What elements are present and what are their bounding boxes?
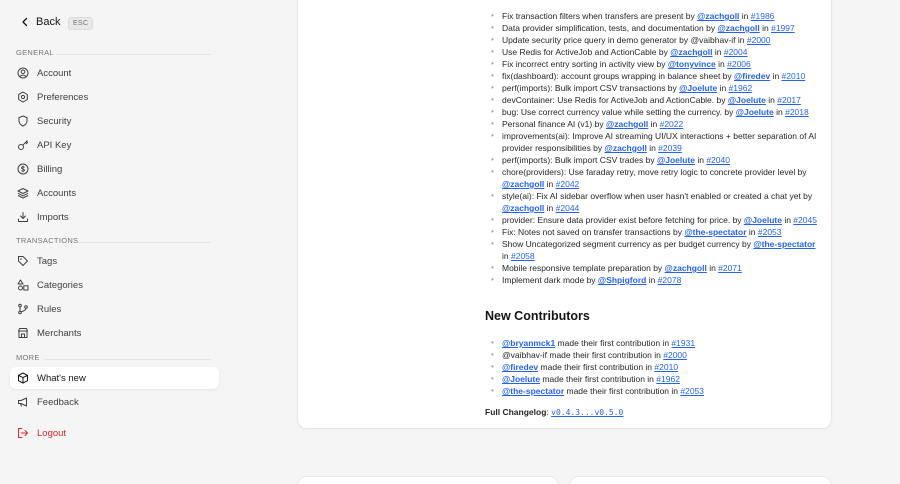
author-link[interactable]: @zachgoll: [605, 119, 649, 129]
nav-item-logout[interactable]: [10, 422, 219, 444]
contributor-item: [490, 385, 820, 397]
author-link[interactable]: @Joelute: [743, 215, 782, 225]
section-label-transactions: TRANSACTIONS: [16, 236, 79, 245]
change-text: chore(providers): Use faraday retry, move retry logic to concrete provider level by: [502, 167, 807, 177]
author-link[interactable]: @zachgoll: [717, 23, 760, 33]
nav-item-label: Logout: [37, 427, 67, 439]
bottom-card-left: [297, 476, 559, 484]
pull-request-link[interactable]: #2000: [746, 35, 771, 45]
change-item: [490, 94, 820, 106]
change-item: [490, 10, 820, 22]
author-link[interactable]: @tonyvince: [667, 59, 716, 69]
nav-item-api-key[interactable]: [10, 134, 219, 156]
change-connector: in: [706, 263, 719, 273]
pull-request-link[interactable]: #2040: [706, 155, 730, 165]
change-item: [490, 118, 820, 130]
pull-request-link[interactable]: #2039: [658, 143, 682, 153]
nav-item-imports[interactable]: [10, 206, 219, 228]
section-divider: [78, 242, 211, 243]
change-text: bug: Use correct currency value while setting the currency. by: [502, 107, 736, 117]
nav-item-label: API Key: [37, 139, 72, 151]
change-item: [490, 166, 820, 190]
change-connector: in: [746, 227, 758, 237]
pull-request-link[interactable]: #1986: [750, 11, 775, 21]
change-item: [490, 214, 820, 226]
author-link[interactable]: @zachgoll: [670, 47, 713, 57]
change-connector: in: [759, 23, 772, 33]
pull-request-link[interactable]: #2042: [555, 179, 580, 189]
change-text: Use Redis for ActiveJob and ActionCable by: [502, 47, 671, 57]
box-icon: [17, 372, 29, 384]
change-item: [490, 130, 820, 154]
author-link[interactable]: @Joelute: [656, 155, 695, 165]
pull-request-link[interactable]: #2018: [785, 107, 809, 117]
change-connector: in: [544, 179, 556, 189]
tag-icon: [17, 255, 29, 267]
changes-list: [490, 10, 820, 286]
change-connector: in: [544, 203, 556, 213]
git-branch-icon: [17, 303, 29, 315]
nav-item-security[interactable]: [10, 110, 219, 132]
pull-request-link[interactable]: #2071: [718, 263, 742, 273]
layers-icon: [17, 187, 29, 199]
contributor-link[interactable]: @firedev: [502, 362, 539, 372]
user-circle-icon: [17, 67, 29, 79]
author-link[interactable]: @firedev: [734, 71, 771, 81]
chevron-left-icon: [20, 17, 30, 27]
change-item: [490, 238, 820, 262]
contributor-link[interactable]: @the-spectator: [502, 386, 565, 396]
contributor-text: made their first contribution in: [538, 362, 655, 372]
change-text: Update security price query in demo generator by @vaibhav-if in: [502, 35, 747, 45]
full-changelog: [485, 407, 623, 417]
nav-item-label: Billing: [37, 163, 63, 175]
change-text: improvements(ai): Improve AI streaming UI/UX interactions + better separation of AI provider responsibilities by: [502, 131, 817, 153]
change-text: Fix incorrect entry sorting in activity view by: [502, 59, 668, 69]
change-text: Fix: Notes not saved on transfer transactions by: [502, 227, 685, 237]
pull-request-link[interactable]: #2053: [680, 386, 705, 396]
pull-request-link[interactable]: #2006: [727, 59, 751, 69]
nav-item-label: What's new: [37, 372, 86, 384]
change-connector: in: [739, 11, 751, 21]
contributor-link[interactable]: @Joelute: [502, 374, 541, 384]
pull-request-link[interactable]: #2058: [510, 251, 535, 261]
change-connector: in: [715, 59, 728, 69]
author-link[interactable]: @zachgoll: [502, 179, 545, 189]
logout-icon: [17, 427, 29, 439]
pull-request-link[interactable]: #2010: [781, 71, 806, 81]
nav-item-categories[interactable]: [10, 274, 219, 296]
change-item: [490, 262, 820, 274]
pull-request-link[interactable]: #2017: [777, 95, 801, 105]
nav-item-label: Tags: [37, 255, 58, 267]
nav-item-label: Rules: [37, 303, 62, 315]
author-link[interactable]: @zachgoll: [697, 11, 740, 21]
changelog-separator: :: [546, 407, 552, 417]
pull-request-link[interactable]: #2045: [793, 215, 817, 225]
change-text: Data provider simplification, tests, and documentation by: [502, 23, 718, 33]
nav-item-label: Merchants: [37, 327, 82, 339]
pull-request-link[interactable]: #2053: [757, 227, 782, 237]
change-connector: in: [773, 107, 786, 117]
nav-item-preferences[interactable]: [10, 86, 219, 108]
change-item: [490, 70, 820, 82]
settings-sidebar: [0, 0, 228, 484]
change-connector: in: [694, 155, 707, 165]
change-item: [490, 46, 820, 58]
nav-item-rules[interactable]: [10, 298, 219, 320]
author-link[interactable]: @Joelute: [679, 83, 718, 93]
nav-item-label: Categories: [37, 279, 83, 291]
change-item: [490, 274, 820, 286]
contributor-item: [490, 361, 820, 373]
pull-request-link[interactable]: #1962: [728, 83, 753, 93]
nav-item-accounts[interactable]: [10, 182, 219, 204]
change-connector: in: [770, 71, 782, 81]
nav-item-billing[interactable]: [10, 158, 219, 180]
pull-request-link[interactable]: #1931: [671, 338, 696, 348]
nav-item-account[interactable]: [10, 62, 219, 84]
download-icon: [17, 211, 29, 223]
nav-item-feedback[interactable]: [10, 391, 219, 413]
change-connector: in: [712, 47, 724, 57]
change-connector: in: [765, 95, 778, 105]
nav-item-label: Security: [37, 115, 72, 127]
change-item: [490, 58, 820, 70]
megaphone-icon: [17, 396, 29, 408]
contributor-text: made their first contribution in: [555, 338, 672, 348]
contributor-item: [490, 373, 820, 385]
nav-item-label: Account: [37, 67, 72, 79]
change-item: [490, 226, 820, 238]
changelog-compare-link[interactable]: v0.4.3...v0.5.0: [551, 408, 624, 417]
key-icon: [17, 139, 29, 151]
author-link[interactable]: @Shpigford: [597, 275, 647, 285]
author-link[interactable]: @Joelute: [727, 95, 766, 105]
change-item: [490, 106, 820, 118]
shield-icon: [17, 115, 29, 127]
nav-item-label: Preferences: [37, 91, 89, 103]
change-item: [490, 190, 820, 214]
back-label: Back: [36, 16, 61, 28]
change-item: [490, 82, 820, 94]
author-link[interactable]: @zachgoll: [664, 263, 707, 273]
change-connector: in: [502, 251, 511, 261]
change-text: style(ai): Fix AI sidebar overflow when user hasn't enabled or created a chat yet by: [502, 191, 813, 201]
contributor-item: [490, 349, 820, 361]
change-text: perf(imports): Bulk import CSV transactions by: [502, 83, 680, 93]
change-text: provider: Ensure data provider exist before fetching for price. by: [502, 215, 744, 225]
change-text: Personal finance AI (v1) by: [502, 119, 606, 129]
change-text: perf(imports): Bulk import CSV trades by: [502, 155, 657, 165]
change-connector: in: [648, 119, 660, 129]
contributor-text: made their first contribution in: [540, 374, 657, 384]
contributor-text: made their first contribution in: [564, 386, 681, 396]
contributor-link[interactable]: @bryanmck1: [502, 338, 556, 348]
pull-request-link[interactable]: #2004: [723, 47, 748, 57]
esc-shortcut-badge: ESC: [68, 17, 93, 30]
back-button[interactable]: [20, 16, 60, 28]
shapes-icon: [17, 279, 29, 291]
change-item: [490, 22, 820, 34]
new-contributors-heading: New Contributors: [485, 309, 590, 323]
pull-request-link[interactable]: #2044: [555, 203, 580, 213]
nav-item-label: Imports: [37, 211, 69, 223]
change-item: [490, 34, 820, 46]
pull-request-link[interactable]: #2078: [657, 275, 682, 285]
pull-request-link[interactable]: #2000: [663, 350, 687, 360]
change-connector: in: [646, 143, 659, 153]
section-label-general: GENERAL: [16, 48, 54, 57]
nav-item-tags[interactable]: [10, 250, 219, 272]
section-label-more: MORE: [16, 353, 40, 362]
credit-card-icon: [17, 163, 29, 175]
bottom-card-right: [569, 476, 832, 484]
author-link[interactable]: @Joelute: [735, 107, 774, 117]
pull-request-link[interactable]: #1997: [771, 23, 795, 33]
contributor-text: @vaibhav-if made their first contribution in: [502, 350, 664, 360]
nav-item-label: Feedback: [37, 396, 79, 408]
new-contributors-list: [490, 337, 820, 397]
pull-request-link[interactable]: #2010: [654, 362, 679, 372]
change-text: Mobile responsive template preparation by: [502, 263, 665, 273]
section-divider: [44, 359, 211, 360]
bolt-icon: [17, 91, 29, 103]
author-link[interactable]: @zachgoll: [604, 143, 647, 153]
change-connector: in: [646, 275, 658, 285]
nav-item-merchants[interactable]: [10, 322, 219, 344]
author-link[interactable]: @zachgoll: [502, 203, 545, 213]
nav-item-label: Accounts: [37, 187, 77, 199]
change-text: devContainer: Use Redis for ActiveJob and ActionCable. by: [502, 95, 728, 105]
change-text: Fix transaction filters when transfers are present by: [502, 11, 698, 21]
change-connector: in: [781, 215, 794, 225]
author-link[interactable]: @the-spectator: [684, 227, 747, 237]
author-link[interactable]: @the-spectator: [753, 239, 816, 249]
change-item: [490, 154, 820, 166]
change-text: fix(dashboard): account groups wrapping in balance sheet by: [502, 71, 735, 81]
store-icon: [17, 327, 29, 339]
section-divider: [56, 54, 211, 55]
changelog-label: Full Changelog: [485, 407, 547, 417]
pull-request-link[interactable]: #1962: [656, 374, 680, 384]
change-text: Show Uncategorized segment currency as per budget currency by: [502, 239, 754, 249]
pull-request-link[interactable]: #2022: [659, 119, 684, 129]
contributor-item: [490, 337, 820, 349]
nav-item-whats-new[interactable]: [10, 367, 219, 389]
change-connector: in: [717, 83, 729, 93]
change-text: Implement dark mode by: [502, 275, 598, 285]
